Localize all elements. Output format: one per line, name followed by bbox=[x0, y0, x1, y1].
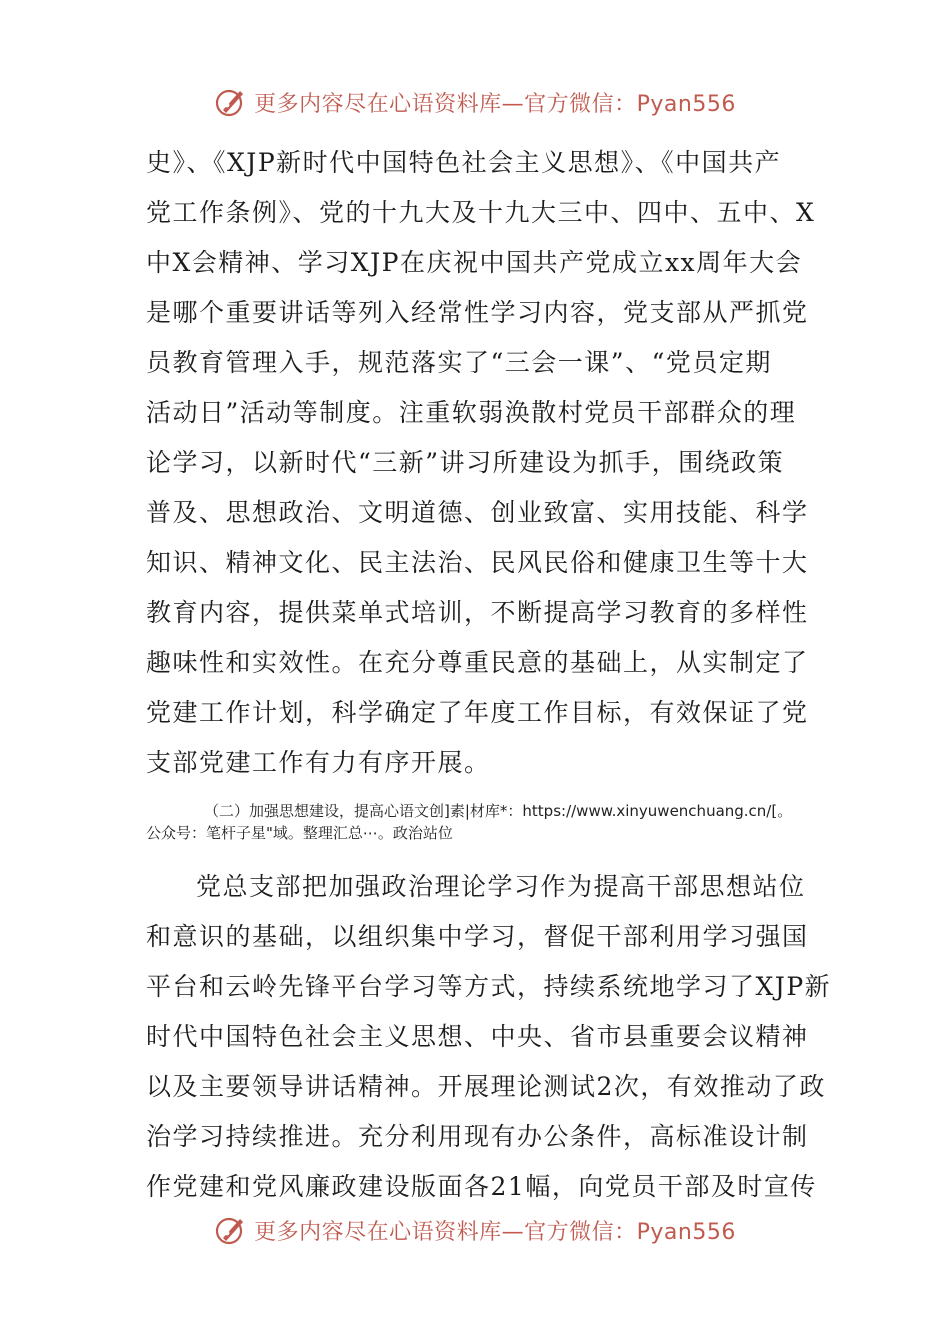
text-line: 是哪个重要讲话等列入经常性学习内容，党支部从严抓党 bbox=[146, 298, 809, 327]
text-line: 活动日”活动等制度。注重软弱涣散村党员干部群众的理 bbox=[146, 398, 797, 427]
text-line: 治学习持续推进。充分利用现有办公条件，高标准设计制 bbox=[146, 1122, 809, 1151]
text-line: 中X会精神、学习XJP在庆祝中国共产党成立xx周年大会 bbox=[146, 248, 803, 277]
text-line: 趣味性和实效性。在充分尊重民意的基础上，从实制定了 bbox=[146, 648, 809, 677]
text-line: 普及、思想政治、文明道德、创业致富、实用技能、科学 bbox=[146, 498, 809, 527]
paragraph-1 bbox=[146, 138, 816, 788]
text-line: 史》、《XJP新时代中国特色社会主义思想》、《中国共产 bbox=[146, 148, 782, 177]
section-subheading bbox=[146, 800, 808, 844]
watermark-text: 更多内容尽在心语资料库—官方微信：Pyan556 bbox=[254, 91, 736, 117]
document-body bbox=[146, 138, 832, 1212]
watermark-banner-bottom bbox=[0, 1210, 950, 1250]
text-line: 党工作条例》、党的十九大及十九大三中、四中、五中、X bbox=[146, 198, 816, 227]
text-line: 和意识的基础，以组织集中学习，督促干部利用学习强国 bbox=[146, 922, 809, 951]
text-line: 党建工作计划，科学确定了年度工作目标，有效保证了党 bbox=[146, 698, 809, 727]
watermark-text: 更多内容尽在心语资料库—官方微信：Pyan556 bbox=[254, 1219, 736, 1245]
text-line: 党总支部把加强政治理论学习作为提高干部思想站位 bbox=[196, 872, 806, 901]
text-line: 平台和云岭先锋平台学习等方式，持续系统地学习了XJP新 bbox=[146, 972, 832, 1001]
subheading-line: （二）加强思想建设，提高心语文创]素|材库*：https://www.xinyuwenchuang.cn/[。 bbox=[204, 802, 793, 820]
text-line: 时代中国特色社会主义思想、中央、省市县重要会议精神 bbox=[146, 1022, 809, 1051]
text-line: 员教育管理入手，规范落实了“三会一课”、“党员定期 bbox=[146, 348, 772, 377]
paragraph-2 bbox=[146, 862, 832, 1212]
text-line: 论学习，以新时代“三新”讲习所建设为抓手，围绕政策 bbox=[146, 448, 785, 477]
text-line: 作党建和党风廉政建设版面各21幅，向党员干部及时宣传 bbox=[146, 1172, 817, 1201]
subheading-line: 公众号：笔杆子星"域。整理汇总⋯。政治站位 bbox=[146, 824, 453, 842]
pen-nib-circle-icon bbox=[214, 85, 248, 119]
watermark-banner-top bbox=[0, 82, 950, 122]
text-line: 知识、精神文化、民主法治、民风民俗和健康卫生等十大 bbox=[146, 548, 809, 577]
text-line: 以及主要领导讲话精神。开展理论测试2次，有效推动了政 bbox=[146, 1072, 826, 1101]
pen-nib-circle-icon bbox=[214, 1213, 248, 1247]
text-line: 支部党建工作有力有序开展。 bbox=[146, 748, 491, 777]
text-line: 教育内容，提供菜单式培训，不断提高学习教育的多样性 bbox=[146, 598, 809, 627]
